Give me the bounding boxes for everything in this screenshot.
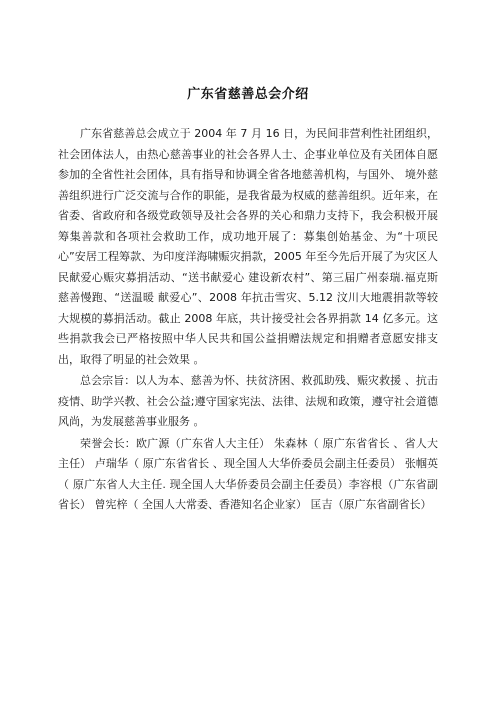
document-body <box>58 124 438 517</box>
paragraph-introduction: 广东省慈善总会成立于 2004 年 7 月 16 日，为民间非营利性社团组织，社会团体法人，由热心慈善事业的社会各界人士、企事业单位及有关团体自愿参加的全省性社会团体，具有指导和协调全省各地慈善机构，与国外、 境外慈善组织进行广泛交流与合作的职能，是我省最为权威的慈善组织。近年来，在省委、省政府和各级党政领导及社会各界的关心和鼎力支持下，我会积极开展筹集善款和各项社会救助工作，成功地开展了：募集创始基金、为“十项民心”安居工程筹款、为印度洋海啸赈灾捐款，2005 年至今先后开展了为灾区人民献爱心赈灾募捐活动、“送书献爱心 建设新农村”、第三届广州泰瑞.福克斯慈善慢跑、“送温暖 献爱心”、2008 年抗击雪灾、5.12 汶川大地震捐款等较大规模的募捐活动。截止 2008 年底，共计接受社会各界捐款 14 亿多元。这些捐款我会已严格按照中华人民共和国公益捐赠法规定和捐赠者意愿安排支出，取得了明显的社会效果 。 <box>58 127 438 366</box>
paragraph-mission: 总会宗旨：以人为本、慈善为怀、扶贫济困、救孤助残、赈灾救援 、抗击疫情、助学兴教、社会公益;遵守国家宪法、法律、法规和政策，遵守社会道德风尚，为发展慈善事业服务 。 <box>58 374 438 428</box>
paragraph-honorary-presidents: 荣誉会长：欧广源（广东省人大主任） 朱森林（ 原广东省省长 、省人大主任） 卢瑞华（ 原广东省省长 、现全国人大华侨委员会副主任委员） 张帼英（ 原广东省人大主任. 现全国人大华侨委员会副主任委员）李容根（广东省副省长） 曾宪梓（ 全国人大常委、香港知名企业家） 匡吉（原广东省副省长） <box>58 436 438 511</box>
document-title: 广东省慈善总会介绍 <box>187 87 309 102</box>
